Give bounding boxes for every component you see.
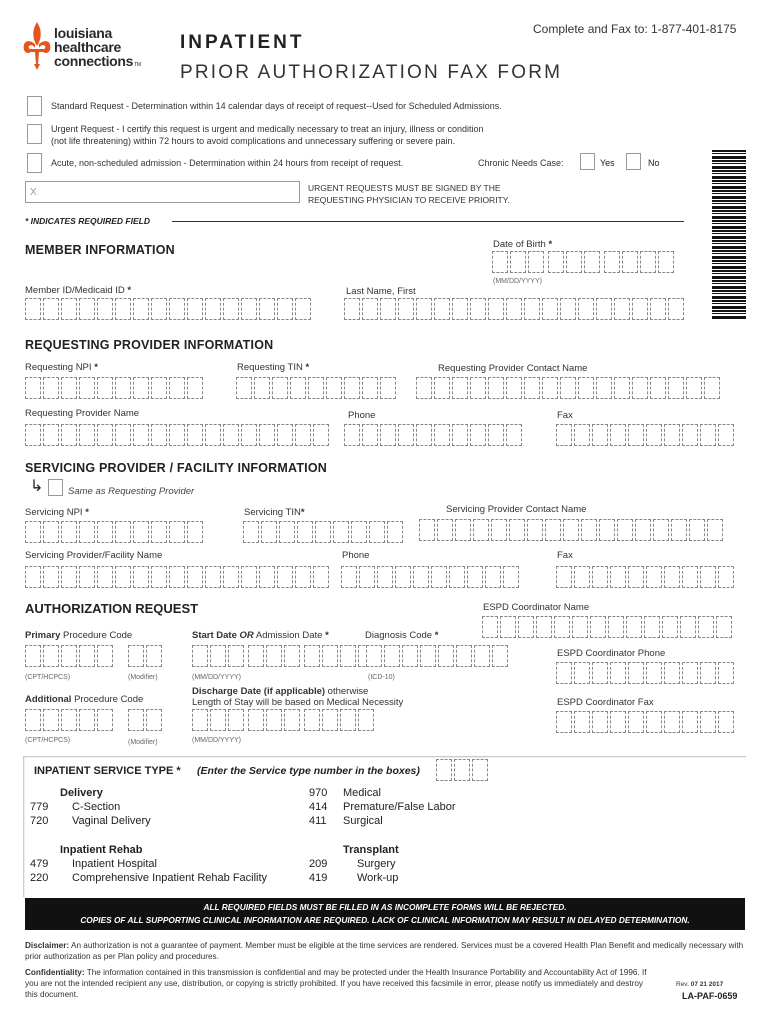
servicing-contact-field[interactable] [419,519,723,541]
urgent-line-2: (not life threatening) within 72 hours to avoid complications and unnecessary suffering or severe pain. [51,136,456,146]
acute-checkbox[interactable] [27,153,42,173]
primary-procedure-label: Primary Procedure Code [25,630,133,641]
service-item: 779 C-Section [30,801,121,813]
service-item: 411 Surgical [309,815,383,827]
requesting-tin-field[interactable] [236,377,396,399]
urgent-sign-note [308,182,510,206]
same-as-checkbox[interactable] [48,479,63,496]
service-type-field[interactable] [436,759,488,781]
member-heading: MEMBER INFORMATION [25,243,175,257]
additional-modifier-field[interactable] [128,709,162,731]
espd-fax-label: ESPD Coordinator Fax [557,697,654,708]
logo-text-2: healthcare [54,39,122,55]
requesting-npi-field[interactable] [25,377,203,399]
cpt-hint: (CPT/HCPCS) [25,674,71,681]
service-item: 209 Surgery [309,858,396,870]
servicing-name-label: Servicing Provider/Facility Name [25,550,163,561]
servicing-contact-label: Servicing Provider Contact Name [446,504,587,515]
servicing-npi-label: Servicing NPI * [25,507,89,518]
discharge-label: Discharge Date (if applicable) otherwise Length of Stay will be based on Medical Necessity [192,686,404,708]
same-as-label: Same as Requesting Provider [68,486,195,497]
servicing-phone-label: Phone [342,550,370,561]
member-id-field[interactable] [25,298,311,320]
additional-procedure-field[interactable] [25,709,113,731]
service-item: 419 Work-up [309,872,399,884]
required-field-note: * INDICATES REQUIRED FIELD [25,216,150,226]
acute-request-text: Acute, non-scheduled admission - Determination within 24 hours from receipt of request. [51,158,404,168]
medical-group [309,786,456,828]
diagnosis-label: Diagnosis Code * [365,630,439,641]
primary-modifier-field[interactable] [128,645,162,667]
servicing-heading: SERVICING PROVIDER / FACILITY INFORMATION [25,461,327,475]
confidentiality: Confidentiality: The information contained in this transmission is confidential and may be protected under the Health Insurance Portability and Accountability Act of 1996. If you are not the intended recipient any use, distribution, or copying is strictly prohibited. If you have received this facsimile in error, please notify us immediately and destroy this document. [25,968,647,999]
discharge-date-field[interactable] [192,709,374,731]
espd-phone-label: ESPD Coordinator Phone [557,648,666,659]
service-type-heading: INPATIENT SERVICE TYPE * [34,765,181,777]
member-name-field[interactable] [344,298,684,320]
requesting-npi-label: Requesting NPI * [25,362,98,373]
urgent-sign-line-2: REQUESTING PHYSICIAN TO RECEIVE PRIORITY. [308,195,510,205]
chronic-yes-label: Yes [600,158,615,168]
dob-format: (MM/DD/YYYY) [493,278,542,285]
rehab-title: Inpatient Rehab [60,844,143,856]
chronic-no-label: No [648,158,660,168]
standard-checkbox[interactable] [27,96,42,116]
form-id: LA-PAF-0659 [682,991,738,1001]
revision: Rev. 07 21 2017 [676,981,724,988]
disclaimer: Disclaimer: An authorization is not a guarantee of payment. Member must be eligible at the time services are rendered. Services must be a covered Health Plan Benefit and medically necessary with prior authorization as per Plan policy and procedures. [25,941,744,961]
modifier-hint: (Modifier) [128,674,158,681]
chronic-yes-checkbox[interactable] [580,153,595,170]
logo-text-3: connectionsTM [54,53,141,69]
requesting-fax-label: Fax [557,410,573,421]
icd-hint: (ICD-10) [368,674,395,681]
logo-text-1: louisiana [54,25,112,41]
form-title: INPATIENT [180,32,305,53]
requesting-contact-field[interactable] [416,377,720,399]
banner-line-2: COPIES OF ALL SUPPORTING CLINICAL INFORMATION ARE REQUIRED. LACK OF CLINICAL INFORMATION MAY RESULT IN DELAYED DETERMINATION. [80,915,690,925]
auth-heading: AUTHORIZATION REQUEST [25,601,199,616]
member-id-label: Member ID/Medicaid ID * [25,285,132,296]
transplant-title: Transplant [343,844,399,856]
logo [22,20,142,80]
servicing-fax-label: Fax [557,550,573,561]
chronic-no-checkbox[interactable] [626,153,641,170]
service-item: 414 Premature/False Labor [309,801,456,813]
signature-field[interactable] [25,181,300,203]
servicing-name-field[interactable] [25,566,329,588]
same-as-arrow-icon: ↳ [30,478,44,495]
modifier-hint-2: (Modifier) [128,739,158,746]
delivery-title: Delivery [60,787,103,799]
urgent-checkbox[interactable] [27,124,42,144]
logo-tm: TM [134,62,141,68]
servicing-tin-label: Servicing TIN* [244,507,305,518]
espd-name-label: ESPD Coordinator Name [483,602,590,613]
requesting-contact-label: Requesting Provider Contact Name [438,363,588,374]
member-name-label: Last Name, First [346,286,416,297]
service-item: 479 Inpatient Hospital [30,858,157,870]
form-subtitle: PRIOR AUTHORIZATION FAX FORM [180,62,563,83]
divider [172,221,684,222]
requesting-heading: REQUESTING PROVIDER INFORMATION [25,338,274,352]
requesting-fax-field[interactable] [556,424,734,446]
service-type-instruction: (Enter the Service type number in the boxes) [197,765,420,777]
transplant-group [309,843,399,885]
requesting-phone-label: Phone [348,410,376,421]
requesting-phone-field[interactable] [344,424,522,446]
servicing-phone-field[interactable] [341,566,519,588]
required-banner [25,898,745,930]
diagnosis-field[interactable] [366,645,508,667]
rehab-group [30,843,267,885]
standard-request-text: Standard Request - Determination within 14 calendar days of receipt of request--Used for Scheduled Admissions. [51,101,502,111]
urgent-line-1: Urgent Request - I certify this request is urgent and medically necessary to treat an injury, illness or condition [51,124,484,134]
start-date-label: Start Date OR Admission Date * [192,630,329,641]
date-hint-2: (MM/DD/YYYY) [192,737,241,744]
service-item: 970 Medical [309,787,381,799]
fax-number: Complete and Fax to: 1-877-401-8175 [533,22,737,36]
chronic-label: Chronic Needs Case: [478,158,564,168]
servicing-fax-field[interactable] [556,566,734,588]
requesting-name-label: Requesting Provider Name [25,408,140,419]
cpt-hint-2: (CPT/HCPCS) [25,737,71,744]
fleur-de-lis-icon [22,20,52,72]
service-item: 220 Comprehensive Inpatient Rehab Facility [30,872,268,884]
dob-label: Date of Birth * [493,239,553,250]
signature-x: X [30,187,37,198]
additional-procedure-label: Additional Procedure Code [25,694,144,705]
start-date-field[interactable] [192,645,374,667]
urgent-request-text [51,123,484,147]
barcode [712,150,746,320]
espd-phone-field[interactable] [556,662,734,684]
requesting-name-field[interactable] [25,424,329,446]
espd-fax-field[interactable] [556,711,734,733]
servicing-tin-field[interactable] [243,521,403,543]
urgent-sign-line-1: URGENT REQUESTS MUST BE SIGNED BY THE [308,183,501,193]
service-item: 720 Vaginal Delivery [30,815,151,827]
servicing-npi-field[interactable] [25,521,203,543]
date-hint: (MM/DD/YYYY) [192,674,241,681]
requesting-tin-label: Requesting TIN * [237,362,310,373]
banner-line-1: ALL REQUIRED FIELDS MUST BE FILLED IN AS INCOMPLETE FORMS WILL BE REJECTED. [203,902,567,912]
delivery-group [30,786,151,828]
primary-procedure-field[interactable] [25,645,113,667]
espd-name-field[interactable] [482,616,732,638]
length-of-stay-note: Length of Stay will be based on Medical Necessity [192,697,404,708]
dob-field[interactable] [492,251,674,273]
